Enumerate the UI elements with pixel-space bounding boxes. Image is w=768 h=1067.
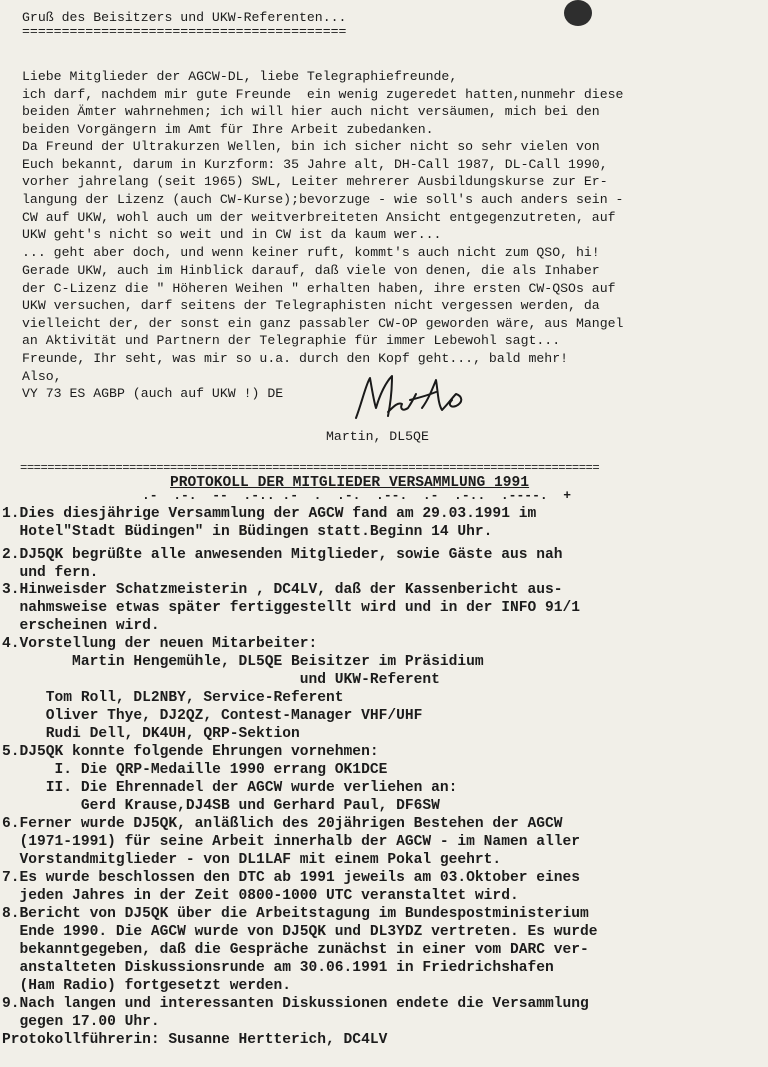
letter-line: Gerade UKW, auch im Hinblick darauf, daß viele von denen, die als Inhaber — [22, 263, 600, 278]
protocol-line: und fern. — [2, 565, 99, 581]
letter-line: beiden Vorgängern im Amt für Ihre Arbeit zubedanken. — [22, 122, 434, 137]
protocol-line: 7.Es wurde beschlossen den DTC ab 1991 jeweils am 03.Oktober eines — [2, 870, 581, 886]
protocol-title: PROTOKOLL DER MITGLIEDER VERSAMMLUNG 1991 — [170, 475, 530, 491]
punch-hole — [564, 0, 592, 26]
letter-line: CW auf UKW, wohl auch um der weitverbreiteten Ansicht entgegenzutreten, auf — [22, 210, 616, 225]
protocol-line: Ende 1990. Die AGCW wurde von DJ5QK und DL3YDZ vertreten. Es wurde — [2, 924, 598, 940]
protocol-line: Vorstandmitglieder - von DL1LAF mit einem Pokal geehrt. — [2, 852, 502, 868]
protocol-line: 5.DJ5QK konnte folgende Ehrungen vornehmen: — [2, 744, 379, 760]
protocol-title-morse: .- .-. -- .-.. .- . .-. .--. .- .-.. .----. + — [142, 488, 572, 503]
protocol-line: II. Die Ehrennadel der AGCW wurde verliehen an: — [2, 780, 458, 796]
protocol-line: gegen 17.00 Uhr. — [2, 1014, 160, 1030]
letter-line: Liebe Mitglieder der AGCW-DL, liebe Telegraphiefreunde, — [22, 69, 458, 84]
letter-line: UKW geht's nicht so weit und in CW ist da kaum wer... — [22, 227, 442, 242]
letter-line: Euch bekannt, darum in Kurzform: 35 Jahre alt, DH-Call 1987, DL-Call 1990, — [22, 157, 608, 172]
protocol-line: anstalteten Diskussionsrunde am 30.06.1991 in Friedrichshafen — [2, 960, 554, 976]
protocol-line: (1971-1991) für seine Arbeit innerhalb der AGCW - im Namen aller — [2, 834, 581, 850]
protocol-line: 1.Dies diesjährige Versammlung der AGCW fand am 29.03.1991 im — [2, 506, 537, 522]
greeting-heading-rule: ========================================= — [22, 24, 347, 39]
protocol-line: jeden Jahres in der Zeit 0800-1000 UTC veranstaltet wird. — [2, 888, 519, 904]
protocol-line: Protokollführerin: Susanne Hertterich, DC4LV — [2, 1032, 388, 1048]
protocol-line: und UKW-Referent — [2, 672, 440, 688]
protocol-line: Martin Hengemühle, DL5QE Beisitzer im Präsidium — [2, 654, 484, 670]
protocol-line: Oliver Thye, DJ2QZ, Contest-Manager VHF/UHF — [2, 708, 423, 724]
letter-line: langung der Lizenz (auch CW-Kurse);bevorzuge - wie soll's auch anders sein - — [22, 192, 624, 207]
handwritten-signature-icon — [352, 372, 472, 426]
protocol-line: Gerd Krause,DJ4SB und Gerhard Paul, DF6SW — [2, 798, 440, 814]
protocol-line: erscheinen wird. — [2, 618, 160, 634]
protocol-line: 6.Ferner wurde DJ5QK, anläßlich des 20jährigen Bestehen der AGCW — [2, 816, 563, 832]
letter-line: der C-Lizenz die " Höheren Weihen " erhalten haben, ihre ersten CW-QSOs auf — [22, 281, 616, 296]
protocol-line: 4.Vorstellung der neuen Mitarbeiter: — [2, 636, 318, 652]
protocol-line: Hotel"Stadt Büdingen" in Büdingen statt.Beginn 14 Uhr. — [2, 524, 493, 540]
protocol-line: Tom Roll, DL2NBY, Service-Referent — [2, 690, 344, 706]
signature-name: Martin, DL5QE — [326, 429, 429, 444]
protocol-line: (Ham Radio) fortgesetzt werden. — [2, 978, 292, 994]
section-separator: ===================================================================================== — [20, 461, 600, 475]
protocol-line: 9.Nach langen und interessanten Diskussionen endete die Versammlung — [2, 996, 589, 1012]
protocol-line: nahmsweise etwas später fertiggestellt wird und in der INFO 91/1 — [2, 600, 581, 616]
letter-line: vielleicht der, der sonst ein ganz passabler CW-OP geworden wäre, aus Mangel — [22, 316, 624, 331]
letter-line: Freunde, Ihr seht, was mir so u.a. durch den Kopf geht..., bald mehr! — [22, 351, 569, 366]
letter-line: ich darf, nachdem mir gute Freunde ein wenig zugeredet hatten,nunmehr diese — [22, 87, 624, 102]
protocol-line: I. Die QRP-Medaille 1990 errang OK1DCE — [2, 762, 388, 778]
letter-line: an Aktivität und Partnern der Telegraphie für immer Lebewohl sagt... — [22, 333, 561, 348]
protocol-line: Rudi Dell, DK4UH, QRP-Sektion — [2, 726, 300, 742]
letter-line: Da Freund der Ultrakurzen Wellen, bin ich sicher nicht so sehr vielen von — [22, 139, 600, 154]
letter-line: ... geht aber doch, und wenn keiner ruft, kommt's auch nicht zum QSO, hi! — [22, 245, 600, 260]
protocol-line: 2.DJ5QK begrüßte alle anwesenden Mitglieder, sowie Gäste aus nah — [2, 547, 563, 563]
letter-line: vorher jahrelang (seit 1965) SWL, Leiter mehrerer Ausbildungskurse zur Er- — [22, 174, 608, 189]
protocol-line: bekanntgegeben, daß die Gespräche zunächst in einer vom DARC ver- — [2, 942, 589, 958]
letter-line: Also, — [22, 369, 62, 384]
letter-line: beiden Ämter wahrnehmen; ich will hier auch nicht versäumen, mich bei den — [22, 104, 600, 119]
letter-line: VY 73 ES AGBP (auch auf UKW !) DE — [22, 386, 284, 401]
protocol-line: 3.Hinweisder Schatzmeisterin , DC4LV, daß der Kassenbericht aus- — [2, 582, 563, 598]
letter-line: UKW versuchen, darf seitens der Telegraphisten nicht vergessen werden, da — [22, 298, 600, 313]
protocol-line: 8.Bericht von DJ5QK über die Arbeitstagung im Bundespostministerium — [2, 906, 589, 922]
greeting-heading: Gruß des Beisitzers und UKW-Referenten... — [22, 10, 347, 25]
